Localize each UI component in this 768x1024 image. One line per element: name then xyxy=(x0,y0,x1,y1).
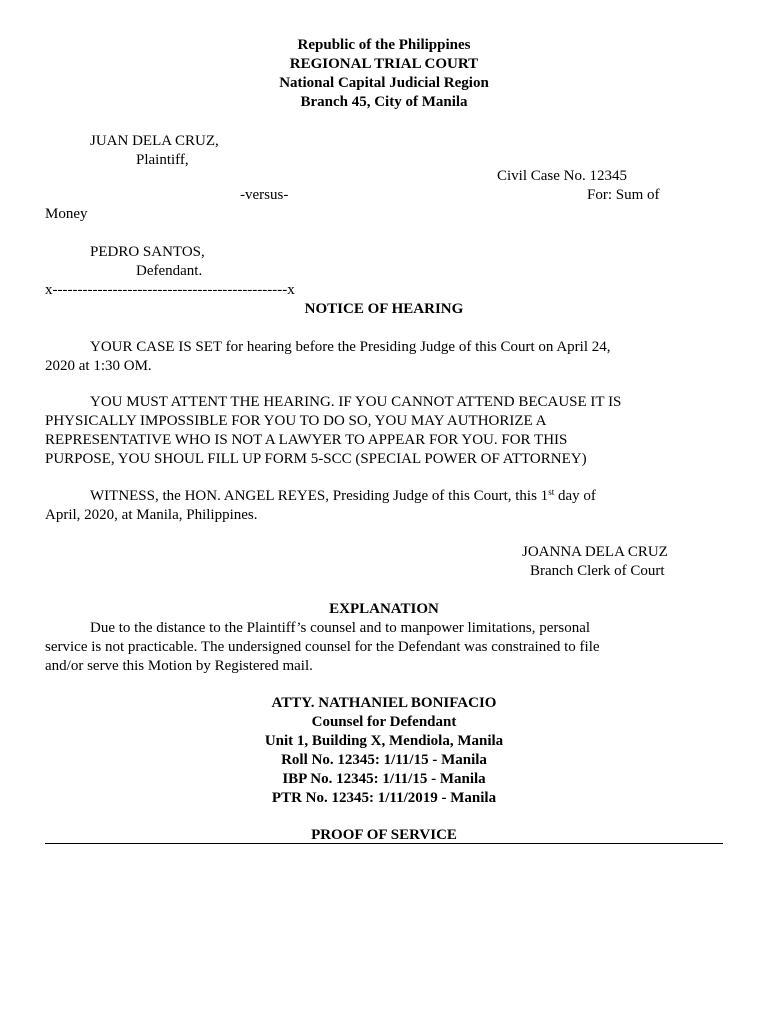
counsel-role: Counsel for Defendant xyxy=(311,714,457,730)
notice-paragraph-2-line-2: PHYSICALLY IMPOSSIBLE FOR YOU TO DO SO, YOU MAY AUTHORIZE A xyxy=(45,413,547,429)
explanation-line-3: and/or serve this Motion by Registered mail. xyxy=(45,658,313,674)
clerk-title: Branch Clerk of Court xyxy=(530,563,665,579)
header-court: REGIONAL TRIAL COURT xyxy=(289,56,479,72)
nature-of-case-continued: Money xyxy=(45,206,88,222)
explanation-line-1: Due to the distance to the Plaintiff’s counsel and to manpower limitations, personal xyxy=(90,620,591,636)
header-branch: Branch 45, City of Manila xyxy=(300,94,468,110)
witness-text: WITNESS, the HON. ANGEL REYES, Presiding Judge of this Court, this 1 xyxy=(90,488,549,504)
header-republic: Republic of the Philippines xyxy=(297,37,471,53)
case-number: Civil Case No. 12345 xyxy=(497,168,627,184)
witness-text-end: day of xyxy=(554,488,596,504)
counsel-address: Unit 1, Building X, Mendiola, Manila xyxy=(264,733,504,749)
counsel-ibp-number: IBP No. 12345: 1/11/15 - Manila xyxy=(282,771,486,787)
witness-line-1 xyxy=(90,487,596,506)
versus-label: -versus- xyxy=(240,187,289,203)
clerk-name: JOANNA DELA CRUZ xyxy=(522,544,668,560)
plaintiff-name: JUAN DELA CRUZ, xyxy=(90,133,219,149)
notice-paragraph-2-line-4: PURPOSE, YOU SHOUL FILL UP FORM 5-SCC (SPECIAL POWER OF ATTORNEY) xyxy=(45,451,587,467)
horizontal-rule xyxy=(45,843,723,844)
defendant-name: PEDRO SANTOS, xyxy=(90,244,205,260)
header-region: National Capital Judicial Region xyxy=(279,75,489,91)
nature-of-case: For: Sum of xyxy=(587,187,660,203)
notice-paragraph-1-line-1: YOUR CASE IS SET for hearing before the Presiding Judge of this Court on April 24, xyxy=(90,339,611,355)
counsel-roll-number: Roll No. 12345: 1/11/15 - Manila xyxy=(281,752,487,768)
notice-paragraph-2-line-1: YOU MUST ATTENT THE HEARING. IF YOU CANNOT ATTEND BECAUSE IT IS xyxy=(90,394,622,410)
proof-of-service-title: PROOF OF SERVICE xyxy=(311,827,457,843)
notice-paragraph-2-line-3: REPRESENTATIVE WHO IS NOT A LAWYER TO APPEAR FOR YOU. FOR THIS xyxy=(45,432,568,448)
witness-line-2: April, 2020, at Manila, Philippines. xyxy=(45,507,258,523)
ordinal-suffix: st xyxy=(548,487,555,497)
counsel-name: ATTY. NATHANIEL BONIFACIO xyxy=(271,695,497,711)
plaintiff-role: Plaintiff, xyxy=(136,152,189,168)
notice-title: NOTICE OF HEARING xyxy=(304,301,464,317)
counsel-ptr-number: PTR No. 12345: 1/11/2019 - Manila xyxy=(271,790,497,806)
notice-paragraph-1-line-2: 2020 at 1:30 OM. xyxy=(45,358,152,374)
explanation-title: EXPLANATION xyxy=(329,601,439,617)
defendant-role: Defendant. xyxy=(136,263,203,279)
caption-separator: x-----------------------------------------------x xyxy=(45,282,295,298)
explanation-line-2: service is not practicable. The undersigned counsel for the Defendant was constrained to file xyxy=(45,639,600,655)
